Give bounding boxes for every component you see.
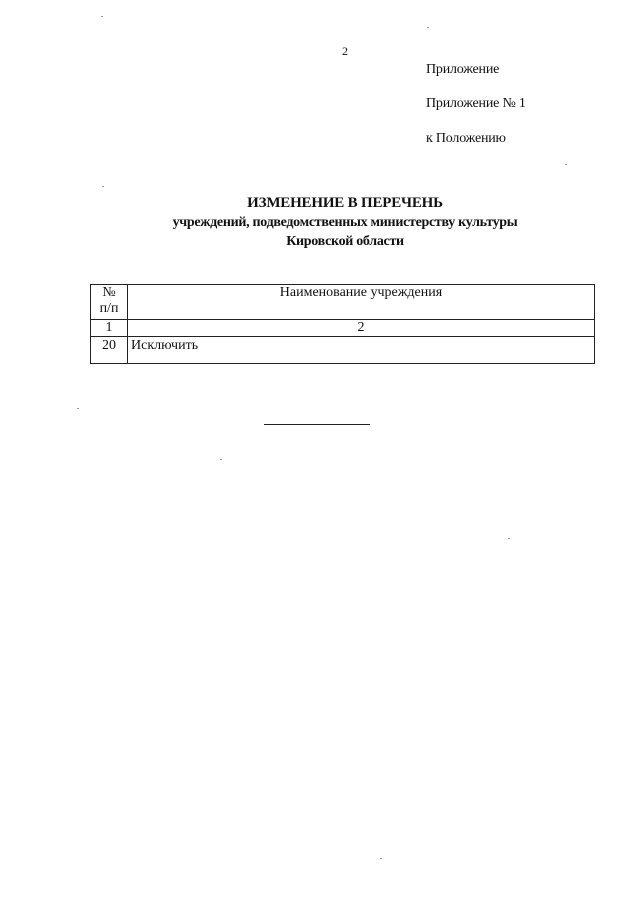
header-number-abbrev: п/п [99, 301, 119, 316]
scan-speck [220, 459, 222, 460]
institutions-table [90, 284, 595, 364]
scan-speck [101, 16, 103, 17]
header-cell-name: Наименование учреждения [128, 285, 595, 320]
document-title: ИЗМЕНЕНИЕ В ПЕРЕЧЕНЬ [247, 195, 443, 211]
appendix-number: Приложение № 1 [426, 96, 526, 111]
scan-speck [102, 186, 104, 187]
row-number-cell: 20 [91, 337, 128, 364]
scan-speck [380, 858, 382, 859]
page-number: 2 [342, 44, 348, 58]
end-divider-line [264, 424, 370, 425]
header-number-symbol: № [102, 285, 116, 300]
document-title-block [100, 194, 590, 251]
table-row [91, 337, 595, 364]
table-header-row [91, 285, 595, 320]
row-name-cell: Исключить [128, 337, 595, 364]
appendix-label: Приложение [426, 62, 500, 77]
index-cell-2: 2 [128, 320, 595, 337]
scan-speck [427, 27, 429, 28]
scan-speck [77, 408, 79, 409]
document-subtitle-line-1: учреждений, подведомственных министерству культуры [172, 215, 518, 230]
table-index-row [91, 320, 595, 337]
index-cell-1: 1 [91, 320, 128, 337]
appendix-reference: к Положению [426, 131, 506, 146]
scan-speck [508, 538, 510, 539]
document-subtitle-line-2: Кировской области [286, 234, 404, 249]
header-cell-number [91, 285, 128, 320]
scan-speck [565, 164, 567, 165]
